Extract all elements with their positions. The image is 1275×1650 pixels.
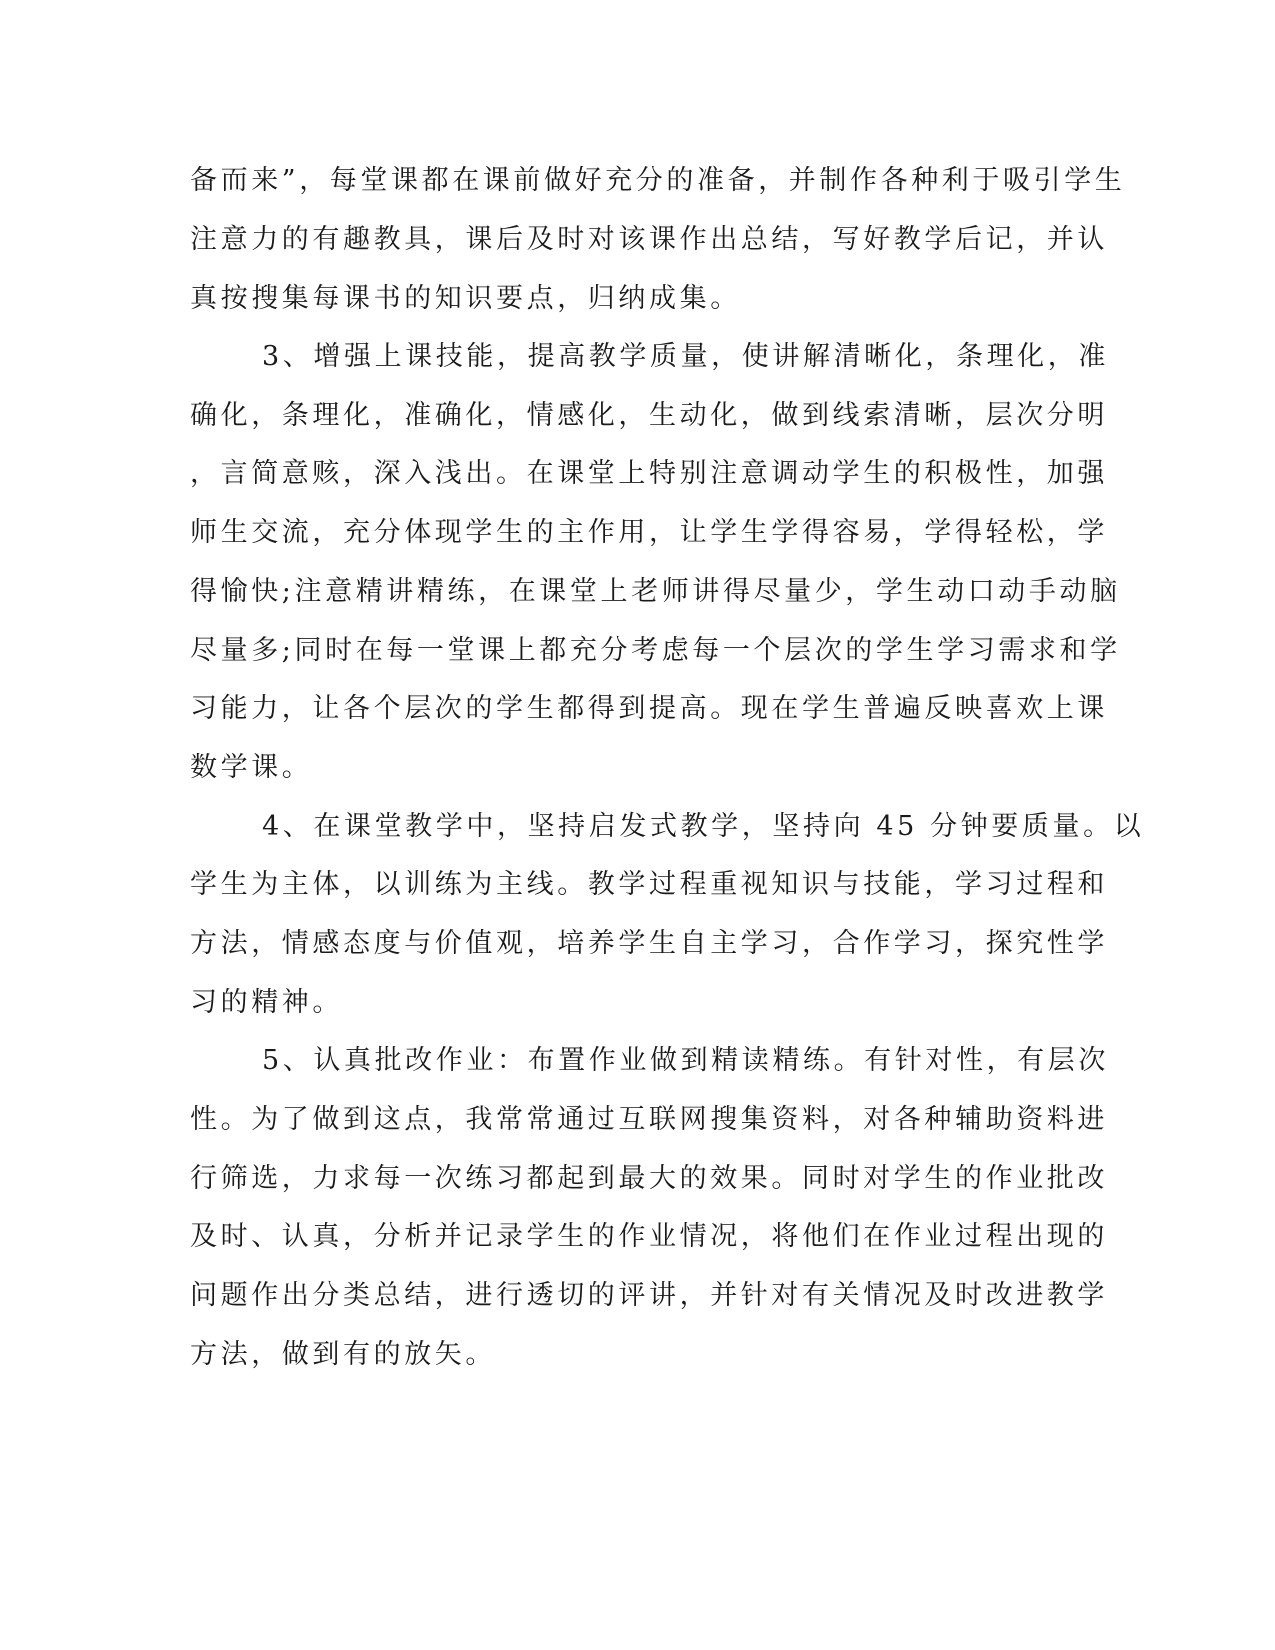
text-line: 行筛选，力求每一次练习都起到最大的效果。同时对学生的作业批改 [190, 1163, 1108, 1194]
text-line: 方法，做到有的放矢。 [190, 1339, 496, 1370]
text-line: 注意力的有趣教具，课后及时对该课作出总结，写好教学后记，并认 [190, 224, 1108, 255]
text-line: 备而来”，每堂课都在课前做好充分的准备，并制作各种利于吸引学生 [190, 165, 1126, 196]
paragraph-5-first-line: 5、认真批改作业：布置作业做到精读精练。有针对性，有层次 [262, 1045, 1109, 1076]
text-line: 确化，条理化，准确化，情感化，生动化，做到线索清晰，层次分明 [190, 400, 1108, 431]
text-line: 性。为了做到这点，我常常通过互联网搜集资料，对各种辅助资料进 [190, 1104, 1108, 1135]
paragraph-3-first-line: 3、增强上课技能，提高教学质量，使讲解清晰化，条理化，准 [262, 341, 1109, 372]
text-line: 及时、认真，分析并记录学生的作业情况，将他们在作业过程出现的 [190, 1221, 1108, 1252]
text-line: 得愉快;注意精讲精练，在课堂上老师讲得尽量少，学生动口动手动脑 [190, 576, 1121, 607]
text-line: 问题作出分类总结，进行透切的评讲，并针对有关情况及时改进教学 [190, 1280, 1108, 1311]
text-line: 尽量多;同时在每一堂课上都充分考虑每一个层次的学生学习需求和学 [190, 635, 1121, 666]
paragraph-4-first-line: 4、在课堂教学中，坚持启发式教学，坚持向 45 分钟要质量。以 [262, 811, 1145, 842]
text-line: 学生为主体，以训练为主线。教学过程重视知识与技能，学习过程和 [190, 869, 1108, 900]
text-line: 习的精神。 [190, 987, 343, 1018]
text-line: 真按搜集每课书的知识要点，归纳成集。 [190, 283, 741, 314]
text-line: ，言简意赅，深入浅出。在课堂上特别注意调动学生的积极性，加强 [190, 458, 1108, 489]
text-line: 习能力，让各个层次的学生都得到提高。现在学生普遍反映喜欢上课 [190, 693, 1108, 724]
text-line: 数学课。 [190, 752, 313, 783]
text-line: 师生交流，充分体现学生的主作用，让学生学得容易，学得轻松，学 [190, 517, 1108, 548]
text-line: 方法，情感态度与价值观，培养学生自主学习，合作学习，探究性学 [190, 928, 1108, 959]
